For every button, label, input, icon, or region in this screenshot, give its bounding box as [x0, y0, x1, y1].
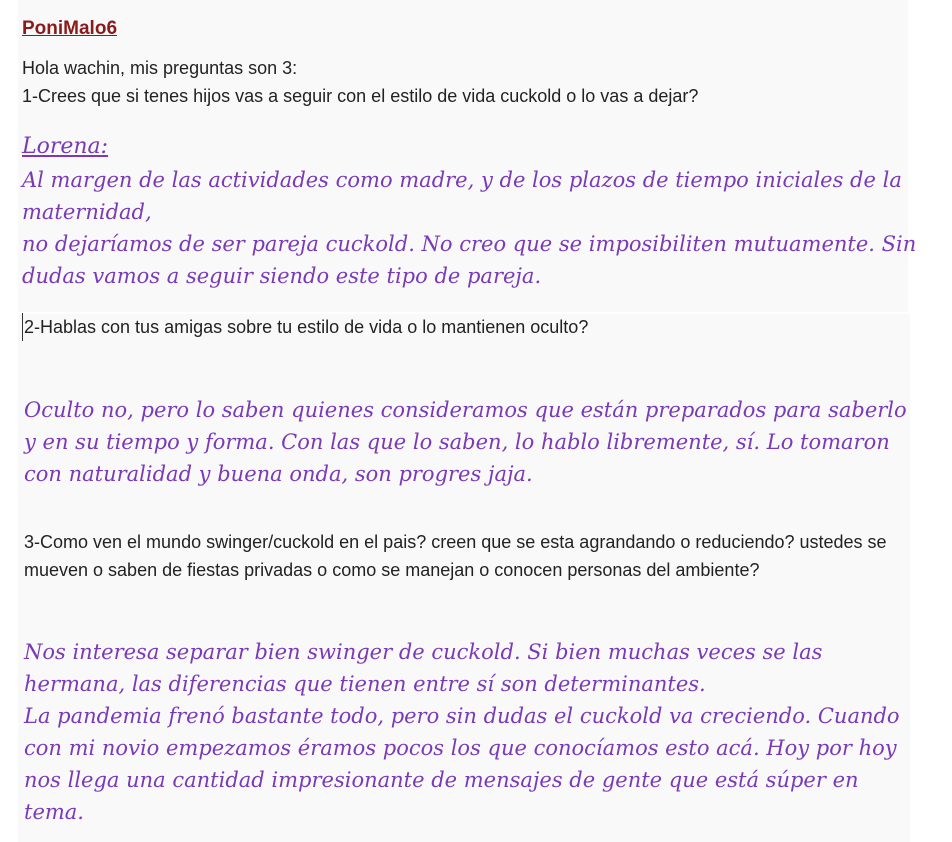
answer-3 [24, 636, 914, 828]
question-2: 2-Hablas con tus amigas sobre tu estilo de vida o lo mantienen oculto? [22, 313, 904, 341]
answer-3-paragraph: Nos interesa separar bien swinger de cuckold. Si bien muchas veces se las hermana, las diferencias que tienen entre sí son determinantes. [24, 640, 823, 696]
answer-author-label: Lorena: [22, 134, 109, 159]
question-intro: Hola wachin, mis preguntas son 3: [22, 58, 298, 78]
answer-1-paragraph: no dejaríamos de ser pareja cuckold. No creo que se imposibiliten mutuamente. Sin dudas vamos a seguir siendo este tipo de pareja. [22, 232, 917, 288]
answer-1-paragraph: Al margen de las actividades como madre, y de los plazos de tiempo iniciales de la maternidad, [22, 168, 902, 224]
answer-2-paragraph: Oculto no, pero lo saben quienes consideramos que están preparados para saberlo y en su tiempo y forma. Con las que lo saben, lo hablo libremente, sí. Lo tomaron con naturalidad y buena onda, son progres jaja. [24, 398, 907, 486]
question-1: 1-Crees que si tenes hijos vas a seguir con el estilo de vida cuckold o lo vas a dejar? [22, 86, 699, 106]
answer-2 [24, 394, 919, 490]
username-link[interactable]: PoniMalo6 [22, 18, 118, 39]
answer-3-paragraph: La pandemia frenó bastante todo, pero sin dudas el cuckold va creciendo. Cuando con mi novio empezamos éramos pocos los que conocíamos esto acá. Hoy por hoy nos llega una cantidad impresionante de mensajes de gente que está súper en tema. [24, 704, 900, 824]
question-3: 3-Como ven el mundo swinger/cuckold en el pais? creen que se esta agrandando o reduciendo? ustedes se mueven o saben de fiestas privadas o como se manejan o conocen personas del ambiente? [24, 532, 887, 580]
answer-1 [22, 164, 917, 292]
